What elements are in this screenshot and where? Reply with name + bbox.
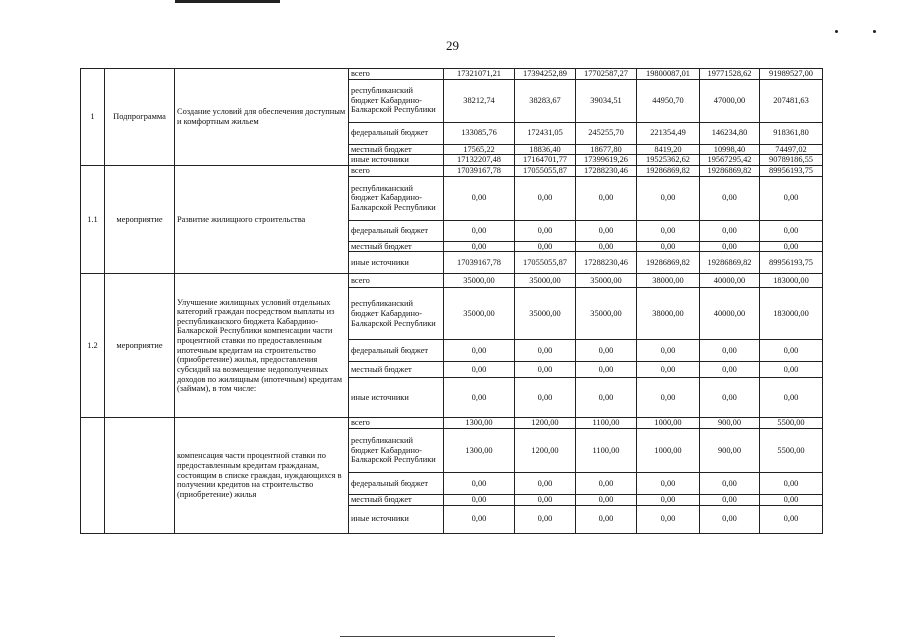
funding-source: местный бюджет <box>349 241 444 252</box>
year-value: 146234,80 <box>700 122 760 144</box>
year-value: 40000,00 <box>700 274 760 288</box>
year-value: 39034,51 <box>576 79 637 122</box>
total-value: 0,00 <box>760 340 823 362</box>
item-name: Развитие жилищного строительства <box>175 165 349 273</box>
total-value: 0,00 <box>760 241 823 252</box>
total-value: 0,00 <box>760 505 823 533</box>
year-value: 38212,74 <box>444 79 515 122</box>
year-value: 0,00 <box>700 241 760 252</box>
year-value: 0,00 <box>576 494 637 505</box>
year-value: 172431,05 <box>515 122 576 144</box>
total-value: 183000,00 <box>760 288 823 340</box>
year-value: 17055055,87 <box>515 252 576 274</box>
year-value: 900,00 <box>700 418 760 429</box>
year-value: 17565,22 <box>444 144 515 155</box>
year-value: 0,00 <box>444 362 515 378</box>
year-value: 0,00 <box>515 241 576 252</box>
year-value: 0,00 <box>700 176 760 220</box>
year-value: 0,00 <box>444 494 515 505</box>
funding-source: иные источники <box>349 155 444 166</box>
year-value: 8419,20 <box>637 144 700 155</box>
year-value: 0,00 <box>700 494 760 505</box>
total-value: 89956193,75 <box>760 165 823 176</box>
item-number <box>81 418 105 533</box>
year-value: 0,00 <box>444 472 515 494</box>
year-value: 18836,40 <box>515 144 576 155</box>
funding-source: местный бюджет <box>349 144 444 155</box>
funding-source: федеральный бюджет <box>349 220 444 241</box>
funding-source: республиканский бюджет Кабардино-Балкарской Республики <box>349 79 444 122</box>
year-value: 17394252,89 <box>515 69 576 80</box>
year-value: 19525362,62 <box>637 155 700 166</box>
year-value: 0,00 <box>700 340 760 362</box>
year-value: 0,00 <box>515 362 576 378</box>
year-value: 0,00 <box>444 241 515 252</box>
year-value: 35000,00 <box>576 288 637 340</box>
year-value: 0,00 <box>576 472 637 494</box>
year-value: 0,00 <box>515 220 576 241</box>
year-value: 17055055,87 <box>515 165 576 176</box>
year-value: 0,00 <box>637 362 700 378</box>
item-name: компенсация части процентной ставки по предоставленным кредитам гражданам, состоящим в списке граждан, нуждающихся в получении кредитов на строительство (приобретение) жилья <box>175 418 349 533</box>
year-value: 38000,00 <box>637 288 700 340</box>
year-value: 1000,00 <box>637 418 700 429</box>
year-value: 19286869,82 <box>637 165 700 176</box>
total-value: 0,00 <box>760 362 823 378</box>
year-value: 221354,49 <box>637 122 700 144</box>
year-value: 0,00 <box>444 176 515 220</box>
page-number: 29 <box>446 38 459 53</box>
funding-source: всего <box>349 274 444 288</box>
funding-source: всего <box>349 165 444 176</box>
item-type: мероприятие <box>105 274 175 418</box>
funding-source: федеральный бюджет <box>349 472 444 494</box>
total-value: 183000,00 <box>760 274 823 288</box>
year-value: 0,00 <box>700 472 760 494</box>
item-name: Создание условий для обеспечения доступным и комфортным жильем <box>175 69 349 166</box>
year-value: 17702587,27 <box>576 69 637 80</box>
funding-source: республиканский бюджет Кабардино-Балкарской Республики <box>349 288 444 340</box>
funding-source: республиканский бюджет Кабардино-Балкарской Республики <box>349 176 444 220</box>
funding-source: всего <box>349 418 444 429</box>
top-edge-mark <box>175 0 280 3</box>
year-value: 0,00 <box>576 505 637 533</box>
year-value: 47000,00 <box>700 79 760 122</box>
funding-source: всего <box>349 69 444 80</box>
item-type: Подпрограмма <box>105 69 175 166</box>
table-row <box>81 418 823 429</box>
year-value: 0,00 <box>515 176 576 220</box>
year-value: 245255,70 <box>576 122 637 144</box>
year-value: 0,00 <box>700 220 760 241</box>
year-value: 0,00 <box>515 505 576 533</box>
total-value: 0,00 <box>760 176 823 220</box>
year-value: 1100,00 <box>576 418 637 429</box>
year-value: 44950,70 <box>637 79 700 122</box>
year-value: 133085,76 <box>444 122 515 144</box>
year-value: 1200,00 <box>515 418 576 429</box>
year-value: 19800087,01 <box>637 69 700 80</box>
year-value: 0,00 <box>515 494 576 505</box>
item-name: Улучшение жилищных условий отдельных категорий граждан посредством выплаты из республиканского бюджета Кабардино-Балкарской Республики компенсации части процентной ставки по предоставленным ипотечным кредитам на строительство (приобретение) жилья, предоставления субсидий на возмещение недополученных доходов по жилищным (ипотечным) кредитам (займам), в том числе: <box>175 274 349 418</box>
year-value: 0,00 <box>700 362 760 378</box>
year-value: 1100,00 <box>576 428 637 472</box>
year-value: 0,00 <box>637 176 700 220</box>
year-value: 0,00 <box>637 505 700 533</box>
year-value: 900,00 <box>700 428 760 472</box>
funding-source: республиканский бюджет Кабардино-Балкарской Республики <box>349 428 444 472</box>
item-number: 1.1 <box>81 165 105 273</box>
funding-source: иные источники <box>349 378 444 418</box>
year-value: 0,00 <box>637 340 700 362</box>
item-number: 1.2 <box>81 274 105 418</box>
total-value: 0,00 <box>760 220 823 241</box>
funding-source: федеральный бюджет <box>349 122 444 144</box>
year-value: 0,00 <box>576 340 637 362</box>
year-value: 0,00 <box>637 378 700 418</box>
year-value: 19286869,82 <box>700 252 760 274</box>
year-value: 0,00 <box>515 340 576 362</box>
year-value: 35000,00 <box>515 288 576 340</box>
total-value: 5500,00 <box>760 418 823 429</box>
total-value: 74497,02 <box>760 144 823 155</box>
year-value: 0,00 <box>576 378 637 418</box>
year-value: 17399619,26 <box>576 155 637 166</box>
year-value: 19567295,42 <box>700 155 760 166</box>
year-value: 10998,40 <box>700 144 760 155</box>
year-value: 0,00 <box>637 220 700 241</box>
total-value: 207481,63 <box>760 79 823 122</box>
funding-source: иные источники <box>349 505 444 533</box>
year-value: 35000,00 <box>576 274 637 288</box>
year-value: 0,00 <box>576 176 637 220</box>
year-value: 0,00 <box>576 362 637 378</box>
year-value: 19771528,62 <box>700 69 760 80</box>
item-number: 1 <box>81 69 105 166</box>
year-value: 35000,00 <box>444 288 515 340</box>
year-value: 18677,80 <box>576 144 637 155</box>
year-value: 1300,00 <box>444 428 515 472</box>
year-value: 38000,00 <box>637 274 700 288</box>
year-value: 0,00 <box>637 494 700 505</box>
year-value: 0,00 <box>576 241 637 252</box>
year-value: 17039167,78 <box>444 252 515 274</box>
funding-source: иные источники <box>349 252 444 274</box>
funding-source: местный бюджет <box>349 494 444 505</box>
corner-dot <box>873 30 876 33</box>
item-type: мероприятие <box>105 165 175 273</box>
year-value: 0,00 <box>700 505 760 533</box>
total-value: 90789186,55 <box>760 155 823 166</box>
year-value: 0,00 <box>637 241 700 252</box>
budget-table <box>80 68 823 534</box>
total-value: 0,00 <box>760 472 823 494</box>
table-row <box>81 165 823 176</box>
year-value: 0,00 <box>700 378 760 418</box>
total-value: 91989527,00 <box>760 69 823 80</box>
year-value: 0,00 <box>576 220 637 241</box>
year-value: 38283,67 <box>515 79 576 122</box>
year-value: 17132207,48 <box>444 155 515 166</box>
year-value: 17288230,46 <box>576 165 637 176</box>
total-value: 0,00 <box>760 494 823 505</box>
table-row <box>81 69 823 80</box>
year-value: 0,00 <box>444 378 515 418</box>
item-type <box>105 418 175 533</box>
year-value: 40000,00 <box>700 288 760 340</box>
year-value: 19286869,82 <box>637 252 700 274</box>
year-value: 0,00 <box>444 220 515 241</box>
corner-dot <box>835 30 838 33</box>
funding-source: федеральный бюджет <box>349 340 444 362</box>
year-value: 35000,00 <box>444 274 515 288</box>
bottom-edge-line <box>340 636 555 637</box>
year-value: 0,00 <box>515 378 576 418</box>
year-value: 17321071,21 <box>444 69 515 80</box>
year-value: 1200,00 <box>515 428 576 472</box>
year-value: 17164701,77 <box>515 155 576 166</box>
year-value: 17039167,78 <box>444 165 515 176</box>
total-value: 5500,00 <box>760 428 823 472</box>
total-value: 0,00 <box>760 378 823 418</box>
year-value: 35000,00 <box>515 274 576 288</box>
funding-source: местный бюджет <box>349 362 444 378</box>
year-value: 19286869,82 <box>700 165 760 176</box>
total-value: 89956193,75 <box>760 252 823 274</box>
year-value: 1000,00 <box>637 428 700 472</box>
year-value: 0,00 <box>637 472 700 494</box>
year-value: 17288230,46 <box>576 252 637 274</box>
year-value: 0,00 <box>444 340 515 362</box>
total-value: 918361,80 <box>760 122 823 144</box>
year-value: 0,00 <box>515 472 576 494</box>
year-value: 1300,00 <box>444 418 515 429</box>
year-value: 0,00 <box>444 505 515 533</box>
table-row <box>81 274 823 288</box>
